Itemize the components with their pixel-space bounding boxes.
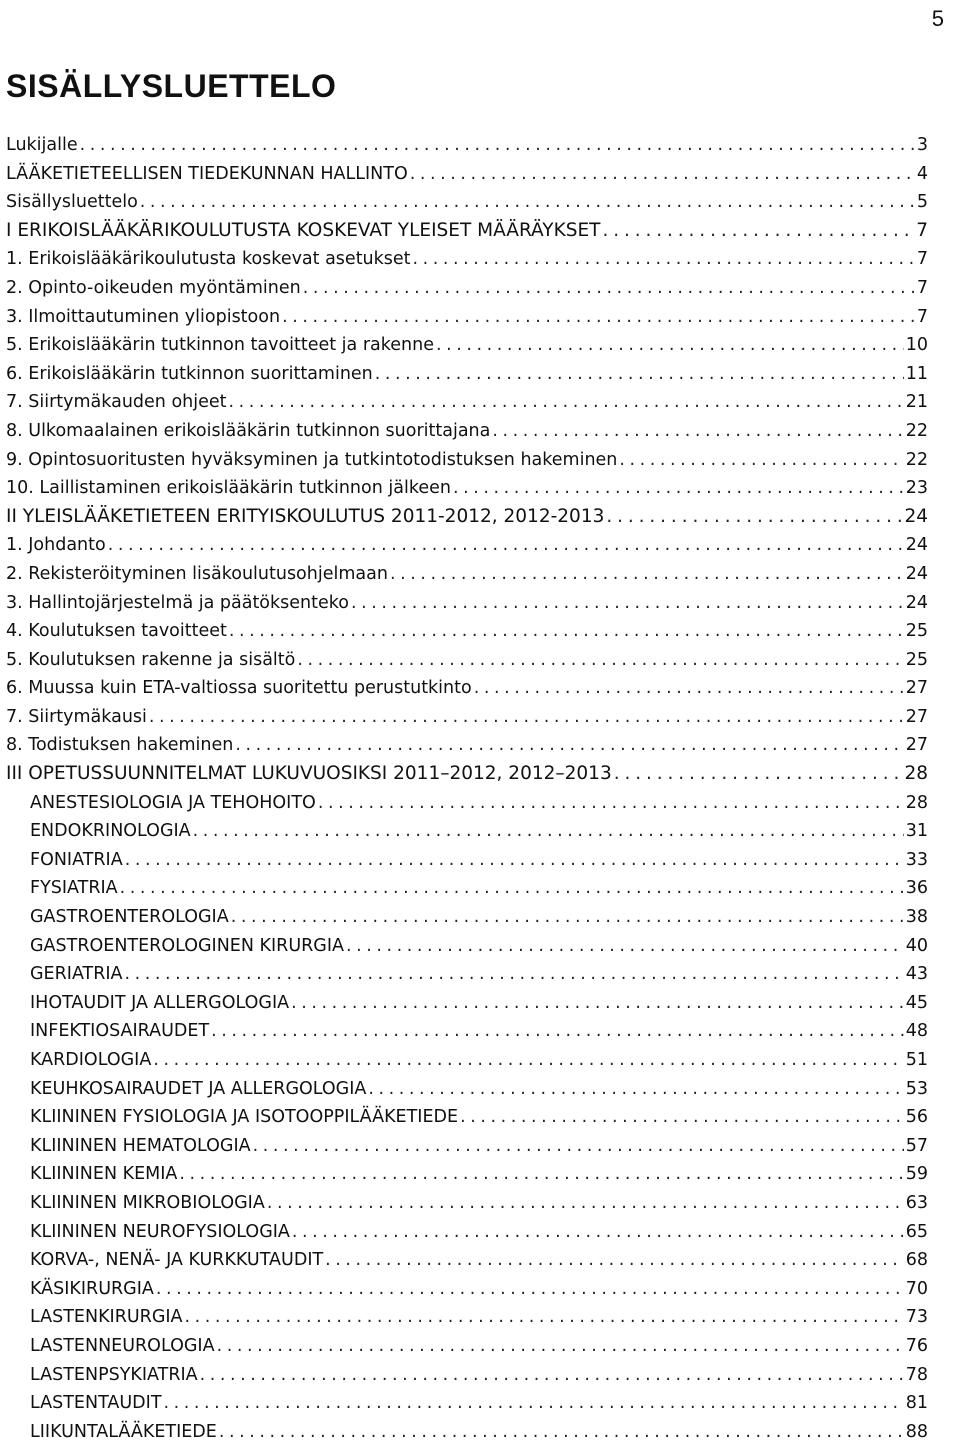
- toc-entry[interactable]: [6, 1103, 928, 1132]
- toc-entry-label: LASTENPSYKIATRIA: [30, 1364, 198, 1385]
- toc-entry-label: INFEKTIOSAIRAUDET: [30, 1021, 210, 1042]
- dot-leader: [390, 560, 904, 589]
- dot-leader: [229, 388, 904, 417]
- toc-entry-page: 24: [905, 592, 928, 613]
- toc-entry[interactable]: [6, 531, 928, 560]
- toc-entry-page: 22: [905, 449, 928, 470]
- toc-entry-label: GASTROENTEROLOGIA: [30, 907, 229, 928]
- toc-entry[interactable]: [6, 932, 928, 961]
- toc-entry-label: KLIININEN KEMIA: [30, 1164, 178, 1185]
- toc-entry-label: KLIININEN FYSIOLOGIA JA ISOTOOPPILÄÄKETIEDE: [30, 1107, 459, 1128]
- toc-entry-page: 36: [905, 878, 928, 899]
- toc-entry-page: 33: [905, 849, 928, 870]
- toc-entry-label: LASTENNEUROLOGIA: [30, 1335, 215, 1356]
- toc-entry[interactable]: [6, 560, 928, 589]
- dot-leader: [267, 1189, 904, 1218]
- dot-leader: [185, 1303, 904, 1332]
- toc-entry-page: 76: [905, 1335, 928, 1356]
- toc-entry-page: 59: [905, 1164, 928, 1185]
- toc-entry-label: GASTROENTEROLOGINEN KIRURGIA: [30, 935, 344, 956]
- dot-leader: [156, 1275, 904, 1304]
- toc-entry-page: 48: [905, 1021, 928, 1042]
- toc-entry-label: KLIININEN NEUROFYSIOLOGIA: [30, 1221, 290, 1242]
- toc-entry-label: FYSIATRIA: [30, 878, 118, 899]
- toc-entry-label: III OPETUSSUUNNITELMAT LUKUVUOSIKSI 2011–2012, 2012–2013: [6, 763, 612, 785]
- toc-entry-page: 43: [905, 964, 928, 985]
- toc-entry-label: 8. Todistuksen hakeminen: [6, 735, 234, 756]
- toc-entry[interactable]: [6, 1046, 928, 1075]
- toc-entry-page: 7: [916, 219, 928, 241]
- toc-entry-page: 27: [905, 706, 928, 727]
- toc-entry-page: 27: [905, 678, 928, 699]
- dot-leader: [318, 789, 904, 818]
- toc-entry-page: 11: [905, 363, 928, 384]
- dot-leader: [153, 1046, 903, 1075]
- dot-leader: [149, 703, 904, 732]
- toc-entry-page: 23: [905, 478, 928, 499]
- toc-entry-page: 70: [905, 1278, 928, 1299]
- toc-entry[interactable]: [6, 1275, 928, 1304]
- dot-leader: [606, 503, 902, 532]
- toc-entry-label: 7. Siirtymäkauden ohjeet: [6, 392, 227, 413]
- toc-entry-page: 25: [905, 649, 928, 670]
- dot-leader: [602, 217, 914, 246]
- dot-leader: [217, 1332, 904, 1361]
- toc-entry[interactable]: [6, 131, 928, 160]
- toc-entry-page: 21: [905, 392, 928, 413]
- toc-entry-label: 1. Johdanto: [6, 535, 106, 556]
- dot-leader: [120, 874, 904, 903]
- toc-entry-page: 53: [905, 1078, 928, 1099]
- dot-leader: [460, 1103, 904, 1132]
- toc-entry-label: KLIININEN HEMATOLOGIA: [30, 1135, 251, 1156]
- toc-entry-label: 6. Erikoislääkärin tutkinnon suorittaminen: [6, 363, 373, 384]
- toc-entry[interactable]: [6, 188, 928, 217]
- dot-leader: [325, 1246, 904, 1275]
- dot-leader: [492, 417, 903, 446]
- toc-entry-page: 38: [905, 907, 928, 928]
- dot-leader: [125, 846, 904, 875]
- toc-entry[interactable]: [6, 874, 928, 903]
- toc-entry-label: LASTENTAUDIT: [30, 1393, 162, 1414]
- toc-entry-label: GERIATRIA: [30, 964, 123, 985]
- toc-entry[interactable]: [6, 274, 928, 303]
- dot-leader: [436, 331, 904, 360]
- toc-entry-label: I ERIKOISLÄÄKÄRIKOULUTUSTA KOSKEVAT YLEISET MÄÄRÄYKSET: [6, 219, 601, 241]
- dot-leader: [179, 1160, 903, 1189]
- dot-leader: [413, 245, 915, 274]
- toc-entry[interactable]: [6, 1017, 928, 1046]
- toc-entry[interactable]: [6, 1332, 928, 1361]
- toc-entry-label: 5. Koulutuksen rakenne ja sisältö: [6, 649, 296, 670]
- dot-leader: [474, 674, 904, 703]
- toc-entry-page: 51: [905, 1050, 928, 1070]
- toc-entry[interactable]: [6, 1075, 928, 1104]
- toc-entry-label: 6. Muussa kuin ETA-valtiossa suoritettu perustutkinto: [6, 678, 472, 699]
- dot-leader: [346, 932, 904, 961]
- toc-entry-page: 40: [905, 935, 928, 956]
- toc-entry-page: 81: [905, 1393, 928, 1414]
- toc-entry[interactable]: [6, 589, 928, 618]
- toc-entry-label: LÄÄKETIETEELLISEN TIEDEKUNNAN HALLINTO: [6, 163, 408, 184]
- toc-entry-label: 2. Opinto-oikeuden myöntäminen: [6, 277, 301, 298]
- toc-entry-page: 22: [905, 420, 928, 441]
- dot-leader: [211, 1017, 904, 1046]
- dot-leader: [229, 617, 904, 646]
- toc-entry[interactable]: [6, 1218, 928, 1247]
- toc-entry-page: 24: [905, 535, 928, 556]
- toc-entry-label: Sisällysluettelo: [6, 192, 138, 213]
- toc-entry[interactable]: [6, 674, 928, 703]
- toc-entry-page: 25: [905, 621, 928, 642]
- toc-entry-label: 5. Erikoislääkärin tutkinnon tavoitteet ja rakenne: [6, 335, 434, 356]
- toc-entry-page: 73: [905, 1307, 928, 1328]
- dot-leader: [351, 589, 904, 618]
- toc-entry-label: 4. Koulutuksen tavoitteet: [6, 621, 227, 642]
- toc-entry[interactable]: [6, 503, 928, 532]
- dot-leader: [292, 1218, 904, 1247]
- toc-entry-label: 2. Rekisteröityminen lisäkoulutusohjelmaan: [6, 563, 388, 584]
- toc-entry[interactable]: [6, 1303, 928, 1332]
- dot-leader: [614, 760, 903, 789]
- toc-entry-page: 31: [905, 821, 928, 842]
- toc-entry[interactable]: [6, 1160, 928, 1189]
- toc-entry-page: 5: [916, 192, 928, 213]
- dot-leader: [619, 446, 903, 475]
- toc-entry-page: 78: [905, 1364, 928, 1385]
- toc-entry[interactable]: [6, 789, 928, 818]
- dot-leader: [164, 1389, 904, 1418]
- toc-entry-label: KLIININEN MIKROBIOLOGIA: [30, 1192, 265, 1213]
- toc-entry[interactable]: [6, 245, 928, 274]
- toc-entry[interactable]: [6, 388, 928, 417]
- dot-leader: [297, 646, 903, 675]
- dot-leader: [291, 989, 904, 1018]
- toc-entry-label: KARDIOLOGIA: [30, 1050, 152, 1070]
- toc-entry-label: 3. Ilmoittautuminen yliopistoon: [6, 306, 281, 327]
- toc-entry-label: 9. Opintosuoritusten hyväksyminen ja tutkintotodistuksen hakeminen: [6, 449, 618, 470]
- toc-entry[interactable]: [6, 446, 928, 475]
- toc-entry-label: II YLEISLÄÄKETIETEEN ERITYISKOULUTUS 2011-2012, 2012-2013: [6, 505, 605, 527]
- dot-leader: [193, 817, 904, 846]
- toc-entry-page: 56: [905, 1107, 928, 1128]
- toc-entry-page: 28: [904, 763, 928, 785]
- toc-entry[interactable]: [6, 646, 928, 675]
- toc-entry[interactable]: [6, 1132, 928, 1161]
- dot-leader: [282, 303, 915, 332]
- dot-leader: [200, 1361, 904, 1390]
- toc-entry-label: LIIKUNTALÄÄKETIEDE: [30, 1421, 217, 1442]
- toc-entry-label: Lukijalle: [6, 135, 78, 155]
- toc-entry-label: ANESTESIOLOGIA JA TEHOHOITO: [30, 792, 316, 813]
- toc-entry[interactable]: [6, 960, 928, 989]
- dot-leader: [303, 274, 915, 303]
- toc-entry-page: 57: [905, 1135, 928, 1156]
- toc-entry[interactable]: [6, 903, 928, 932]
- toc-entry-label: 10. Laillistaminen erikoislääkärin tutkinnon jälkeen: [6, 478, 451, 499]
- toc-entry-label: ENDOKRINOLOGIA: [30, 821, 191, 842]
- toc-entry[interactable]: [6, 474, 928, 503]
- toc-entry[interactable]: [6, 617, 928, 646]
- dot-leader: [253, 1132, 904, 1161]
- dot-leader: [80, 131, 915, 160]
- toc-entry-page: 24: [904, 505, 928, 527]
- table-of-contents: [6, 131, 928, 1446]
- toc-entry-page: 10: [905, 335, 928, 356]
- toc-entry[interactable]: [6, 817, 928, 846]
- dot-leader: [219, 1418, 904, 1446]
- toc-entry-page: 3: [916, 135, 928, 155]
- toc-entry[interactable]: [6, 1389, 928, 1418]
- toc-entry-label: KORVA-, NENÄ- JA KURKKUTAUDIT: [30, 1250, 324, 1271]
- toc-entry-page: 63: [905, 1192, 928, 1213]
- dot-leader: [125, 960, 904, 989]
- toc-entry[interactable]: [6, 731, 928, 760]
- toc-entry-label: 3. Hallintojärjestelmä ja päätöksenteko: [6, 592, 349, 613]
- toc-entry[interactable]: [6, 846, 928, 875]
- toc-entry[interactable]: [6, 1189, 928, 1218]
- toc-entry-page: 45: [905, 992, 928, 1013]
- dot-leader: [410, 160, 915, 189]
- toc-entry[interactable]: [6, 417, 928, 446]
- toc-entry[interactable]: [6, 1361, 928, 1390]
- toc-entry-page: 88: [905, 1421, 928, 1442]
- toc-entry-label: KÄSIKIRURGIA: [30, 1278, 154, 1299]
- toc-entry[interactable]: [6, 760, 928, 789]
- toc-entry-label: LASTENKIRURGIA: [30, 1307, 183, 1328]
- toc-entry-page: 7: [916, 306, 928, 327]
- toc-entry[interactable]: [6, 1418, 928, 1446]
- toc-entry-label: 8. Ulkomaalainen erikoislääkärin tutkinnon suorittajana: [6, 420, 491, 441]
- dot-leader: [453, 474, 904, 503]
- toc-entry-page: 4: [916, 163, 928, 184]
- dot-leader: [375, 360, 904, 389]
- toc-entry[interactable]: [6, 303, 928, 332]
- toc-entry-page: 68: [905, 1250, 928, 1271]
- dot-leader: [235, 731, 903, 760]
- dot-leader: [231, 903, 904, 932]
- toc-entry[interactable]: [6, 331, 928, 360]
- toc-entry-page: 24: [905, 563, 928, 584]
- dot-leader: [108, 531, 904, 560]
- toc-entry[interactable]: [6, 217, 928, 246]
- toc-entry-page: 27: [905, 735, 928, 756]
- toc-entry[interactable]: [6, 1246, 928, 1275]
- dot-leader: [140, 188, 915, 217]
- dot-leader: [368, 1075, 903, 1104]
- toc-entry[interactable]: [6, 703, 928, 732]
- toc-entry-page: 28: [905, 792, 928, 813]
- toc-entry-page: 7: [916, 249, 928, 270]
- toc-entry-page: 65: [905, 1221, 928, 1242]
- toc-entry[interactable]: [6, 989, 928, 1018]
- toc-entry[interactable]: [6, 360, 928, 389]
- toc-entry-label: KEUHKOSAIRAUDET JA ALLERGOLOGIA: [30, 1078, 367, 1099]
- toc-entry-label: 7. Siirtymäkausi: [6, 706, 147, 727]
- page-number: 5: [931, 6, 944, 31]
- toc-entry-label: 1. Erikoislääkärikoulutusta koskevat asetukset: [6, 249, 411, 270]
- toc-entry-page: 7: [916, 277, 928, 298]
- toc-entry[interactable]: [6, 160, 928, 189]
- toc-entry-label: FONIATRIA: [30, 849, 123, 870]
- toc-entry-label: IHOTAUDIT JA ALLERGOLOGIA: [30, 992, 290, 1013]
- page-title: SISÄLLYSLUETTELO: [6, 68, 337, 104]
